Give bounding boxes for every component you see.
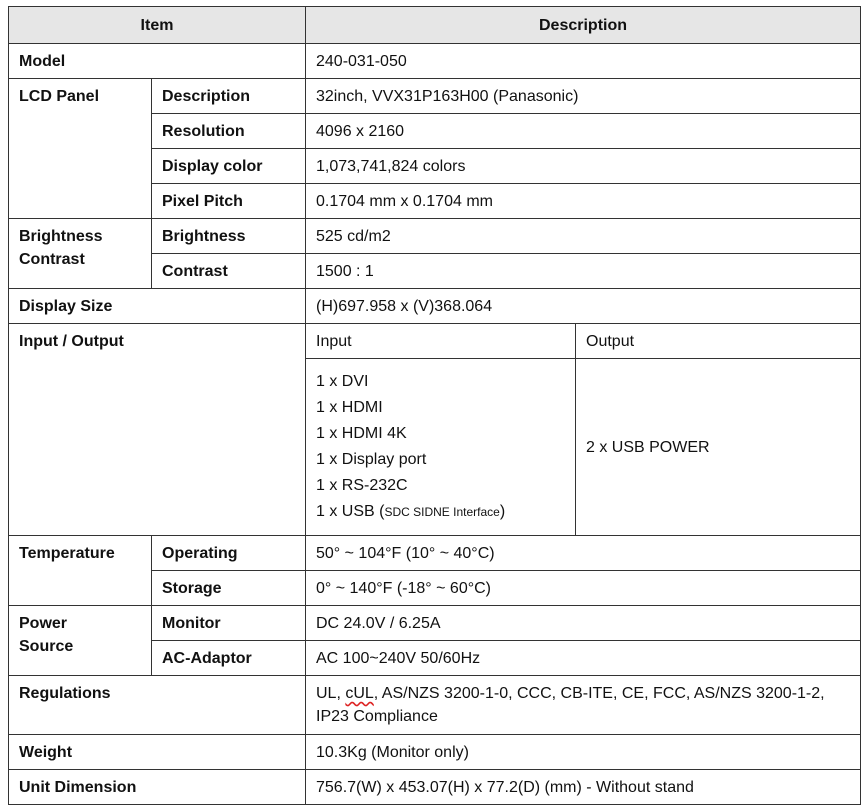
monitor-value: DC 24.0V / 6.25A <box>306 606 861 641</box>
brightness-label: Brightness <box>152 219 306 254</box>
regulations-value <box>306 676 861 735</box>
io-input-item: 1 x RS-232C <box>316 477 408 494</box>
table-row <box>9 735 861 770</box>
table-row <box>9 770 861 805</box>
model-label: Model <box>9 44 306 79</box>
io-label: Input / Output <box>9 324 306 536</box>
power-label-line1: Power <box>19 615 68 632</box>
brightness-value: 525 cd/m2 <box>306 219 861 254</box>
contrast-value: 1500 : 1 <box>306 254 861 289</box>
model-value: 240-031-050 <box>306 44 861 79</box>
io-input-header: Input <box>306 324 576 359</box>
contrast-label: Contrast <box>152 254 306 289</box>
power-source-label <box>9 606 152 676</box>
lcd-pixel-pitch-value: 0.1704 mm x 0.1704 mm <box>306 184 861 219</box>
brightness-group-line2: Contrast <box>19 251 85 268</box>
lcd-resolution-label: Resolution <box>152 114 306 149</box>
storage-value: 0° ~ 140°F (-18° ~ 60°C) <box>306 571 861 606</box>
temperature-label: Temperature <box>9 536 152 606</box>
table-row <box>9 324 861 359</box>
header-description: Description <box>306 7 861 44</box>
power-label-line2: Source <box>19 638 74 655</box>
regulations-label: Regulations <box>9 676 306 735</box>
usb-suffix: ) <box>499 503 506 520</box>
header-item: Item <box>9 7 306 44</box>
table-row <box>9 676 861 735</box>
table-row <box>9 606 861 641</box>
operating-value: 50° ~ 104°F (10° ~ 40°C) <box>306 536 861 571</box>
usb-prefix: 1 x USB ( <box>316 503 385 520</box>
table-row <box>9 536 861 571</box>
display-size-value: (H)697.958 x (V)368.064 <box>306 289 861 324</box>
unit-dimension-label: Unit Dimension <box>9 770 306 805</box>
brightness-group-line1: Brightness <box>19 228 103 245</box>
lcd-resolution-value: 4096 x 2160 <box>306 114 861 149</box>
usb-interface-note: SDC SIDNE Interface <box>384 505 500 519</box>
ac-adaptor-label: AC-Adaptor <box>152 641 306 676</box>
weight-value: 10.3Kg (Monitor only) <box>306 735 861 770</box>
table-row <box>9 219 861 254</box>
io-input-item: 1 x HDMI 4K <box>316 425 407 442</box>
brightness-contrast-label <box>9 219 152 289</box>
io-input-list <box>306 359 576 536</box>
lcd-display-color-value: 1,073,741,824 colors <box>306 149 861 184</box>
operating-label: Operating <box>152 536 306 571</box>
ac-adaptor-value: AC 100~240V 50/60Hz <box>306 641 861 676</box>
lcd-description-value: 32inch, VVX31P163H00 (Panasonic) <box>306 79 861 114</box>
io-output-header: Output <box>576 324 861 359</box>
lcd-description-label: Description <box>152 79 306 114</box>
regulations-start: UL, <box>316 685 346 702</box>
io-input-item: 1 x Display port <box>316 451 427 468</box>
regulations-rest: , AS/NZS 3200-1-0, CCC, CB-ITE, CE, FCC, AS/NZS 3200-1-2, IP23 Compliance <box>316 685 825 725</box>
lcd-pixel-pitch-label: Pixel Pitch <box>152 184 306 219</box>
io-input-item: 1 x DVI <box>316 373 369 390</box>
lcd-label: LCD Panel <box>9 79 152 219</box>
table-row <box>9 79 861 114</box>
weight-label: Weight <box>9 735 306 770</box>
table-row <box>9 289 861 324</box>
lcd-display-color-label: Display color <box>152 149 306 184</box>
header-row <box>9 7 861 44</box>
table-row <box>9 44 861 79</box>
unit-dimension-value: 756.7(W) x 453.07(H) x 77.2(D) (mm) - Without stand <box>306 770 861 805</box>
monitor-label: Monitor <box>152 606 306 641</box>
regulations-cul: cUL <box>345 685 374 702</box>
io-input-item <box>316 499 565 525</box>
display-size-label: Display Size <box>9 289 306 324</box>
io-output-value: 2 x USB POWER <box>576 359 861 536</box>
storage-label: Storage <box>152 571 306 606</box>
spec-table <box>8 6 861 805</box>
io-input-item: 1 x HDMI <box>316 399 383 416</box>
